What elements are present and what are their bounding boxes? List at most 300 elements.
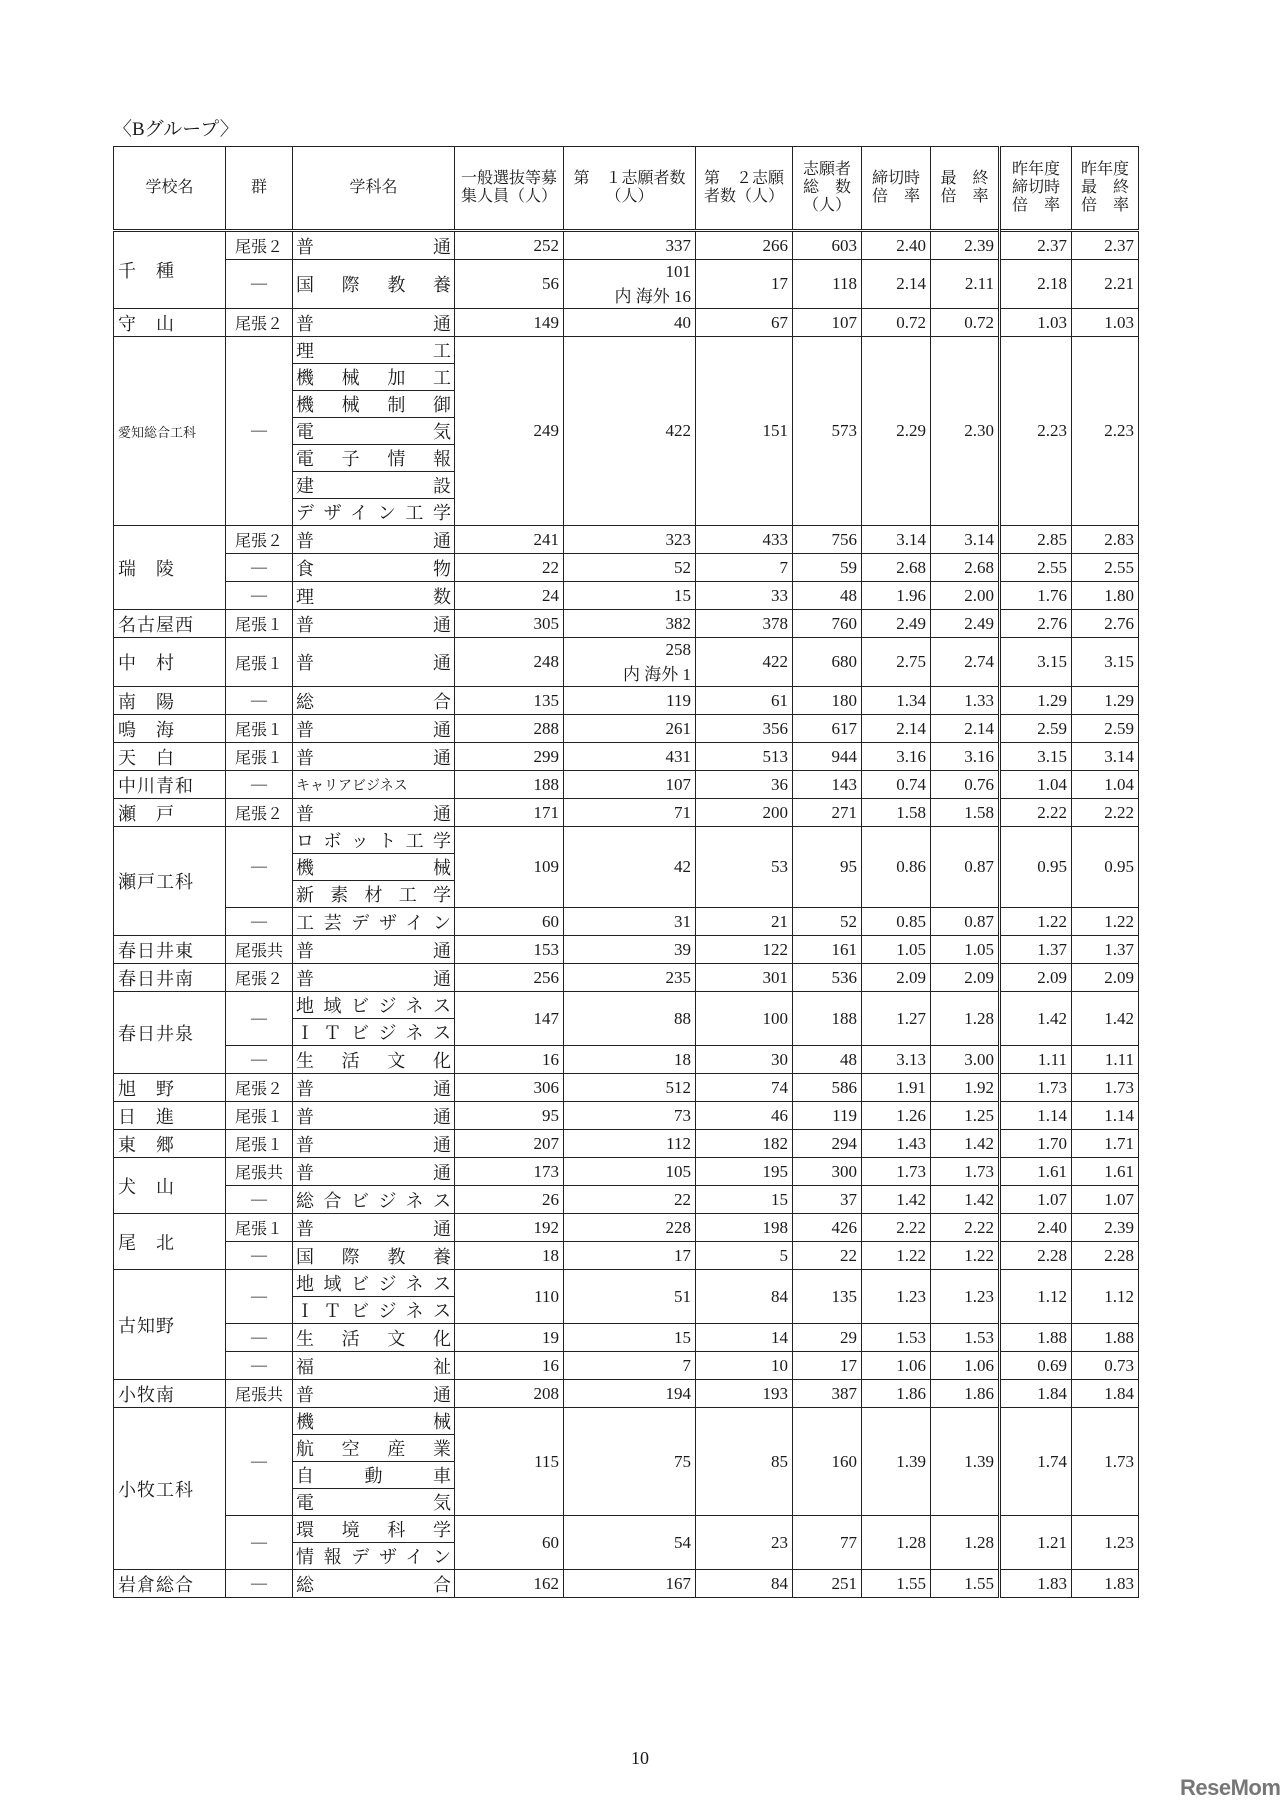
final-ratio-cell: 1.06 xyxy=(931,1352,1000,1380)
second-cell: 36 xyxy=(696,771,793,799)
gun-cell: ― xyxy=(226,992,293,1046)
recruit-cell: 24 xyxy=(455,582,564,610)
department-name: 普 通 xyxy=(293,1074,455,1102)
first-cell xyxy=(564,638,696,687)
recruit-cell: 162 xyxy=(455,1570,564,1598)
second-cell: 10 xyxy=(696,1352,793,1380)
school-name: 犬 山 xyxy=(114,1158,226,1214)
department-name: 普 通 xyxy=(293,231,455,260)
department-name: 機械制御 xyxy=(293,391,455,418)
final-ratio-cell: 2.14 xyxy=(931,715,1000,743)
table-row xyxy=(114,743,1139,771)
department-name: デザイン工学 xyxy=(293,499,455,526)
department-name: 電 気 xyxy=(293,418,455,445)
department-name: 自動車 xyxy=(293,1462,455,1489)
school-name: 岩倉総合 xyxy=(114,1570,226,1598)
prev-deadline-cell: 2.23 xyxy=(1000,337,1072,526)
table-row xyxy=(114,231,1139,260)
deadline-ratio-cell: 1.42 xyxy=(862,1186,931,1214)
deadline-ratio-cell: 1.55 xyxy=(862,1570,931,1598)
department-name: 普 通 xyxy=(293,1158,455,1186)
school-name: 春日井南 xyxy=(114,964,226,992)
second-cell: 433 xyxy=(696,526,793,554)
total-cell: 603 xyxy=(793,231,862,260)
second-cell: 21 xyxy=(696,908,793,936)
school-name: 春日井東 xyxy=(114,936,226,964)
second-cell: 7 xyxy=(696,554,793,582)
table-row xyxy=(114,638,1139,687)
second-cell: 193 xyxy=(696,1380,793,1408)
total-cell: 22 xyxy=(793,1242,862,1270)
total-cell: 387 xyxy=(793,1380,862,1408)
first-cell: 105 xyxy=(564,1158,696,1186)
school-name: 瑞 陵 xyxy=(114,526,226,610)
prev-final-cell: 2.83 xyxy=(1072,526,1139,554)
recruit-cell: 26 xyxy=(455,1186,564,1214)
table-row xyxy=(114,799,1139,827)
final-ratio-cell: 1.42 xyxy=(931,1186,1000,1214)
second-cell: 151 xyxy=(696,337,793,526)
prev-deadline-cell: 2.85 xyxy=(1000,526,1072,554)
table-row xyxy=(114,936,1139,964)
prev-deadline-cell: 1.42 xyxy=(1000,992,1072,1046)
total-cell: 160 xyxy=(793,1408,862,1516)
header-row xyxy=(114,147,1139,231)
final-ratio-cell: 0.76 xyxy=(931,771,1000,799)
total-cell: 760 xyxy=(793,610,862,638)
final-ratio-cell: 1.55 xyxy=(931,1570,1000,1598)
first-cell: 228 xyxy=(564,1214,696,1242)
total-cell: 17 xyxy=(793,1352,862,1380)
total-cell: 300 xyxy=(793,1158,862,1186)
deadline-ratio-cell: 2.29 xyxy=(862,337,931,526)
header-first: 第 １志願者数（人） xyxy=(564,147,696,231)
prev-deadline-cell: 2.76 xyxy=(1000,610,1072,638)
prev-final-cell: 3.14 xyxy=(1072,743,1139,771)
total-cell: 944 xyxy=(793,743,862,771)
total-cell: 294 xyxy=(793,1130,862,1158)
total-cell: 573 xyxy=(793,337,862,526)
recruit-cell: 115 xyxy=(455,1408,564,1516)
first-cell: 7 xyxy=(564,1352,696,1380)
deadline-ratio-cell: 1.26 xyxy=(862,1102,931,1130)
final-ratio-cell: 1.33 xyxy=(931,687,1000,715)
second-cell: 61 xyxy=(696,687,793,715)
prev-final-cell: 2.76 xyxy=(1072,610,1139,638)
total-cell: 756 xyxy=(793,526,862,554)
header-deadline-ratio: 締切時倍 率 xyxy=(862,147,931,231)
prev-final-cell: 3.15 xyxy=(1072,638,1139,687)
second-cell: 513 xyxy=(696,743,793,771)
second-cell: 67 xyxy=(696,309,793,337)
second-cell: 301 xyxy=(696,964,793,992)
final-ratio-cell: 1.39 xyxy=(931,1408,1000,1516)
recruit-cell: 22 xyxy=(455,554,564,582)
table-row xyxy=(114,554,1139,582)
table-row xyxy=(114,687,1139,715)
prev-final-cell: 1.14 xyxy=(1072,1102,1139,1130)
prev-final-cell: 1.37 xyxy=(1072,936,1139,964)
table-row xyxy=(114,1380,1139,1408)
prev-final-cell: 1.61 xyxy=(1072,1158,1139,1186)
gun-cell: 尾張共 xyxy=(226,1158,293,1186)
gun-cell: 尾張１ xyxy=(226,1102,293,1130)
header-recruit: 一般選抜等募集人員（人） xyxy=(455,147,564,231)
school-name: 中 村 xyxy=(114,638,226,687)
applicant-table xyxy=(113,146,1139,1598)
table-row xyxy=(114,1074,1139,1102)
department-name: 普 通 xyxy=(293,715,455,743)
recruit-cell: 60 xyxy=(455,908,564,936)
total-cell: 426 xyxy=(793,1214,862,1242)
final-ratio-cell: 1.05 xyxy=(931,936,1000,964)
deadline-ratio-cell: 1.27 xyxy=(862,992,931,1046)
second-cell: 85 xyxy=(696,1408,793,1516)
total-cell: 251 xyxy=(793,1570,862,1598)
deadline-ratio-cell: 1.86 xyxy=(862,1380,931,1408)
total-cell: 119 xyxy=(793,1102,862,1130)
final-ratio-cell: 1.73 xyxy=(931,1158,1000,1186)
deadline-ratio-cell: 1.05 xyxy=(862,936,931,964)
school-name: 春日井泉 xyxy=(114,992,226,1074)
first-cell: 323 xyxy=(564,526,696,554)
department-name: ロボット工学 xyxy=(293,827,455,854)
school-name: 愛知総合工科 xyxy=(114,337,226,526)
recruit-cell: 60 xyxy=(455,1516,564,1570)
prev-deadline-cell: 1.83 xyxy=(1000,1570,1072,1598)
gun-cell: ― xyxy=(226,582,293,610)
prev-final-cell: 2.59 xyxy=(1072,715,1139,743)
table-row xyxy=(114,582,1139,610)
header-final-ratio: 最 終倍 率 xyxy=(931,147,1000,231)
recruit-cell: 207 xyxy=(455,1130,564,1158)
prev-deadline-cell: 1.29 xyxy=(1000,687,1072,715)
first-cell: 52 xyxy=(564,554,696,582)
recruit-cell: 171 xyxy=(455,799,564,827)
recruit-cell: 306 xyxy=(455,1074,564,1102)
prev-final-cell: 1.07 xyxy=(1072,1186,1139,1214)
final-ratio-cell: 2.11 xyxy=(931,260,1000,309)
gun-cell: ― xyxy=(226,1516,293,1570)
prev-final-cell: 0.95 xyxy=(1072,827,1139,908)
second-cell: 182 xyxy=(696,1130,793,1158)
department-name: 機械加工 xyxy=(293,364,455,391)
table-row xyxy=(114,1570,1139,1598)
prev-deadline-cell: 3.15 xyxy=(1000,638,1072,687)
department-name: 生活文化 xyxy=(293,1324,455,1352)
first-cell: 261 xyxy=(564,715,696,743)
total-cell: 37 xyxy=(793,1186,862,1214)
table-row xyxy=(114,715,1139,743)
second-cell: 15 xyxy=(696,1186,793,1214)
total-cell: 48 xyxy=(793,1046,862,1074)
recruit-cell: 256 xyxy=(455,964,564,992)
recruit-cell: 288 xyxy=(455,715,564,743)
second-cell: 46 xyxy=(696,1102,793,1130)
deadline-ratio-cell: 1.22 xyxy=(862,1242,931,1270)
prev-deadline-cell: 2.59 xyxy=(1000,715,1072,743)
prev-final-cell: 1.80 xyxy=(1072,582,1139,610)
second-cell: 195 xyxy=(696,1158,793,1186)
deadline-ratio-cell: 1.96 xyxy=(862,582,931,610)
gun-cell: ― xyxy=(226,687,293,715)
table-row xyxy=(114,526,1139,554)
recruit-cell: 110 xyxy=(455,1270,564,1324)
final-ratio-cell: 3.16 xyxy=(931,743,1000,771)
prev-final-cell: 1.12 xyxy=(1072,1270,1139,1324)
total-cell: 77 xyxy=(793,1516,862,1570)
deadline-ratio-cell: 1.23 xyxy=(862,1270,931,1324)
prev-deadline-cell: 1.76 xyxy=(1000,582,1072,610)
school-name: 小牧南 xyxy=(114,1380,226,1408)
first-cell: 512 xyxy=(564,1074,696,1102)
department-name: 普 通 xyxy=(293,309,455,337)
department-name: 地域ビジネス xyxy=(293,992,455,1019)
recruit-cell: 299 xyxy=(455,743,564,771)
first-cell: 42 xyxy=(564,827,696,908)
final-ratio-cell: 2.09 xyxy=(931,964,1000,992)
gun-cell: 尾張１ xyxy=(226,638,293,687)
department-name: 普 通 xyxy=(293,1214,455,1242)
department-name: 普 通 xyxy=(293,526,455,554)
recruit-cell: 95 xyxy=(455,1102,564,1130)
deadline-ratio-cell: 1.39 xyxy=(862,1408,931,1516)
prev-final-cell: 1.23 xyxy=(1072,1516,1139,1570)
department-name: 普 通 xyxy=(293,1102,455,1130)
final-ratio-cell: 1.58 xyxy=(931,799,1000,827)
prev-final-cell: 1.42 xyxy=(1072,992,1139,1046)
first-cell: 22 xyxy=(564,1186,696,1214)
school-name: 日 進 xyxy=(114,1102,226,1130)
school-name: 天 白 xyxy=(114,743,226,771)
gun-cell: 尾張２ xyxy=(226,964,293,992)
table-row xyxy=(114,771,1139,799)
department-name: 環境科学 xyxy=(293,1516,455,1543)
department-name: 理 工 xyxy=(293,337,455,364)
table-row xyxy=(114,1130,1139,1158)
department-name: 国際教養 xyxy=(293,260,455,309)
school-name: 旭 野 xyxy=(114,1074,226,1102)
group-title: 〈Bグループ〉 xyxy=(113,119,239,140)
final-ratio-cell: 1.28 xyxy=(931,1516,1000,1570)
second-cell: 30 xyxy=(696,1046,793,1074)
second-cell: 100 xyxy=(696,992,793,1046)
recruit-cell: 56 xyxy=(455,260,564,309)
prev-final-cell: 2.22 xyxy=(1072,799,1139,827)
header-school: 学校名 xyxy=(114,147,226,231)
prev-deadline-cell: 2.18 xyxy=(1000,260,1072,309)
department-name: 機 械 xyxy=(293,1408,455,1435)
total-cell: 536 xyxy=(793,964,862,992)
prev-final-cell: 1.83 xyxy=(1072,1570,1139,1598)
department-name: 新素材工学 xyxy=(293,881,455,908)
prev-deadline-cell: 1.88 xyxy=(1000,1324,1072,1352)
prev-final-cell: 1.73 xyxy=(1072,1408,1139,1516)
school-name: 小牧工科 xyxy=(114,1408,226,1570)
gun-cell: ― xyxy=(226,337,293,526)
header-gun: 群 xyxy=(226,147,293,231)
school-name: 瀬戸工科 xyxy=(114,827,226,936)
second-cell: 422 xyxy=(696,638,793,687)
recruit-cell: 147 xyxy=(455,992,564,1046)
department-name: 生活文化 xyxy=(293,1046,455,1074)
second-cell: 266 xyxy=(696,231,793,260)
final-ratio-cell: 2.39 xyxy=(931,231,1000,260)
prev-deadline-cell: 1.84 xyxy=(1000,1380,1072,1408)
header-total: 志願者総 数（人） xyxy=(793,147,862,231)
deadline-ratio-cell: 0.86 xyxy=(862,827,931,908)
gun-cell: ― xyxy=(226,554,293,582)
gun-cell: 尾張２ xyxy=(226,799,293,827)
gun-cell: 尾張２ xyxy=(226,1074,293,1102)
gun-cell: 尾張２ xyxy=(226,309,293,337)
department-name: 総合ビジネス xyxy=(293,1186,455,1214)
second-cell: 122 xyxy=(696,936,793,964)
recruit-cell: 248 xyxy=(455,638,564,687)
prev-deadline-cell: 1.12 xyxy=(1000,1270,1072,1324)
first-cell: 40 xyxy=(564,309,696,337)
deadline-ratio-cell: 2.14 xyxy=(862,715,931,743)
school-name: 瀬 戸 xyxy=(114,799,226,827)
prev-final-cell: 2.09 xyxy=(1072,964,1139,992)
prev-deadline-cell: 0.69 xyxy=(1000,1352,1072,1380)
gun-cell: 尾張１ xyxy=(226,1130,293,1158)
department-name: 普 通 xyxy=(293,743,455,771)
final-ratio-cell: 3.14 xyxy=(931,526,1000,554)
prev-final-cell: 2.37 xyxy=(1072,231,1139,260)
gun-cell: 尾張１ xyxy=(226,610,293,638)
total-cell: 52 xyxy=(793,908,862,936)
second-cell: 200 xyxy=(696,799,793,827)
gun-cell: ― xyxy=(226,1270,293,1324)
deadline-ratio-cell: 3.13 xyxy=(862,1046,931,1074)
total-cell: 29 xyxy=(793,1324,862,1352)
gun-cell: 尾張２ xyxy=(226,526,293,554)
gun-cell: ― xyxy=(226,1324,293,1352)
department-name: 食 物 xyxy=(293,554,455,582)
table-row xyxy=(114,1242,1139,1270)
second-cell: 84 xyxy=(696,1570,793,1598)
recruit-cell: 252 xyxy=(455,231,564,260)
first-cell: 235 xyxy=(564,964,696,992)
school-name: 南 陽 xyxy=(114,687,226,715)
table-row xyxy=(114,1270,1139,1297)
resemom-logo: ReseMom xyxy=(1180,1775,1280,1800)
first-cell: 71 xyxy=(564,799,696,827)
second-cell: 14 xyxy=(696,1324,793,1352)
prev-final-cell: 1.84 xyxy=(1072,1380,1139,1408)
table-row xyxy=(114,992,1139,1019)
deadline-ratio-cell: 1.58 xyxy=(862,799,931,827)
final-ratio-cell: 1.23 xyxy=(931,1270,1000,1324)
department-name: 普 通 xyxy=(293,936,455,964)
overseas-note: 内 海外 16 xyxy=(614,286,691,306)
department-name: 福 祉 xyxy=(293,1352,455,1380)
header-second: 第 ２志願者数（人） xyxy=(696,147,793,231)
second-cell: 198 xyxy=(696,1214,793,1242)
department-name: 普 通 xyxy=(293,964,455,992)
prev-final-cell: 1.71 xyxy=(1072,1130,1139,1158)
prev-deadline-cell: 1.14 xyxy=(1000,1102,1072,1130)
first-cell: 73 xyxy=(564,1102,696,1130)
prev-deadline-cell: 1.07 xyxy=(1000,1186,1072,1214)
total-cell: 617 xyxy=(793,715,862,743)
prev-deadline-cell: 2.28 xyxy=(1000,1242,1072,1270)
gun-cell: 尾張２ xyxy=(226,231,293,260)
total-cell: 48 xyxy=(793,582,862,610)
table-row xyxy=(114,1408,1139,1435)
prev-deadline-cell: 1.37 xyxy=(1000,936,1072,964)
final-ratio-cell: 0.72 xyxy=(931,309,1000,337)
first-cell: 17 xyxy=(564,1242,696,1270)
first-cell: 431 xyxy=(564,743,696,771)
department-name: 普 通 xyxy=(293,638,455,687)
table-row xyxy=(114,908,1139,936)
department-name: 普 通 xyxy=(293,799,455,827)
first-cell xyxy=(564,260,696,309)
prev-deadline-cell: 2.22 xyxy=(1000,799,1072,827)
recruit-cell: 192 xyxy=(455,1214,564,1242)
total-cell: 180 xyxy=(793,687,862,715)
school-name: 千 種 xyxy=(114,231,226,309)
gun-cell: ― xyxy=(226,1408,293,1516)
final-ratio-cell: 1.25 xyxy=(931,1102,1000,1130)
gun-cell: 尾張共 xyxy=(226,936,293,964)
prev-final-cell: 1.03 xyxy=(1072,309,1139,337)
deadline-ratio-cell: 0.74 xyxy=(862,771,931,799)
prev-final-cell: 1.11 xyxy=(1072,1046,1139,1074)
department-name: 普 通 xyxy=(293,1380,455,1408)
deadline-ratio-cell: 1.06 xyxy=(862,1352,931,1380)
table-row xyxy=(114,1214,1139,1242)
deadline-ratio-cell: 2.14 xyxy=(862,260,931,309)
first-cell: 422 xyxy=(564,337,696,526)
department-name: ＩＴビジネス xyxy=(293,1019,455,1046)
prev-deadline-cell: 1.73 xyxy=(1000,1074,1072,1102)
first-cell: 39 xyxy=(564,936,696,964)
final-ratio-cell: 2.00 xyxy=(931,582,1000,610)
total-cell: 59 xyxy=(793,554,862,582)
first-cell: 337 xyxy=(564,231,696,260)
total-cell: 680 xyxy=(793,638,862,687)
department-name: 工芸デザイン xyxy=(293,908,455,936)
table-row xyxy=(114,1046,1139,1074)
recruit-cell: 16 xyxy=(455,1352,564,1380)
gun-cell: ― xyxy=(226,1570,293,1598)
prev-deadline-cell: 1.22 xyxy=(1000,908,1072,936)
table-row xyxy=(114,1102,1139,1130)
total-cell: 135 xyxy=(793,1270,862,1324)
prev-final-cell: 2.55 xyxy=(1072,554,1139,582)
prev-final-cell: 1.22 xyxy=(1072,908,1139,936)
school-name: 中川青和 xyxy=(114,771,226,799)
first-cell: 194 xyxy=(564,1380,696,1408)
prev-deadline-cell: 3.15 xyxy=(1000,743,1072,771)
prev-deadline-cell: 1.04 xyxy=(1000,771,1072,799)
gun-cell: ― xyxy=(226,827,293,908)
total-cell: 118 xyxy=(793,260,862,309)
prev-deadline-cell: 2.55 xyxy=(1000,554,1072,582)
total-cell: 107 xyxy=(793,309,862,337)
recruit-cell: 249 xyxy=(455,337,564,526)
final-ratio-cell: 2.30 xyxy=(931,337,1000,526)
overseas-note: 内 海外 1 xyxy=(623,664,691,684)
prev-final-cell: 2.39 xyxy=(1072,1214,1139,1242)
department-name: 地域ビジネス xyxy=(293,1270,455,1297)
second-cell: 84 xyxy=(696,1270,793,1324)
first-cell: 51 xyxy=(564,1270,696,1324)
school-name: 鳴 海 xyxy=(114,715,226,743)
